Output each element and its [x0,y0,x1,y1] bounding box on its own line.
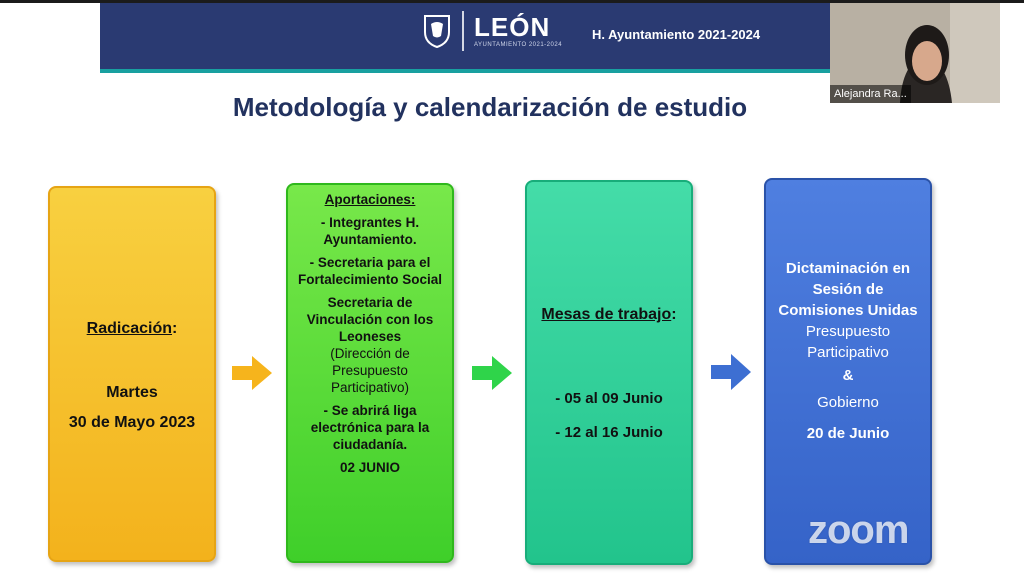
step-card-aportaciones [286,183,454,563]
step1-label-line [50,320,214,338]
step3-date1: - 05 al 09 Junio [555,390,663,407]
step4-line2: Gobierno [817,394,879,411]
step2-item3-note: (Dirección de Presupuesto Participativo) [330,346,410,395]
step3-date2: - 12 al 16 Junio [555,424,663,441]
step2-item2: - Secretaria para el Fortalecimiento Social [297,255,443,287]
brand-name: LEÓN [474,12,551,42]
step2-label: Aportaciones: [324,192,416,207]
arrow-right-icon [472,356,512,390]
step1-date: 30 de Mayo 2023 [68,414,196,431]
step2-item3: Secretaria de Vinculación con los Leoneses [306,295,434,344]
step1-label: Radicación [86,320,173,337]
brand-subtitle: AYUNTAMIENTO 2021-2024 [474,42,563,48]
step3-label-suffix: : [671,306,677,323]
crest-icon [422,14,452,48]
arrow-right-icon [711,354,751,390]
slide-header-banner [100,3,830,73]
leon-logo [422,11,562,51]
step1-day: Martes [106,384,158,401]
slide-title: Metodología y calendarización de estudio [232,92,748,122]
step-card-mesas [525,180,693,565]
step-card-dictaminacion [764,178,932,565]
participant-video-tile[interactable] [830,3,1000,103]
step-card-radicacion [48,186,216,562]
step3-label: Mesas de trabajo [541,306,672,323]
step2-content [294,191,446,482]
participant-name: Alejandra Ra... [830,85,911,103]
header-title: H. Ayuntamiento 2021-2024 [592,27,761,42]
step4-date: 20 de Junio [806,425,890,442]
step4-amp: & [842,367,854,384]
step2-item1: - Integrantes H. Ayuntamiento. [320,215,420,247]
step1-label-suffix: : [172,320,178,337]
step2-item4: - Se abrirá liga electrónica para la ciudadanía. [310,403,430,452]
logo-divider [462,11,464,51]
step4-line1: Presupuesto Participativo [805,323,891,361]
zoom-watermark: zoom [808,508,909,552]
step4-label: Dictaminación en Sesión de Comisiones Unidas [778,260,918,319]
step3-label-line [527,304,691,326]
step2-date: 02 JUNIO [339,460,401,475]
arrow-right-icon [232,356,272,390]
step4-content [772,258,924,444]
